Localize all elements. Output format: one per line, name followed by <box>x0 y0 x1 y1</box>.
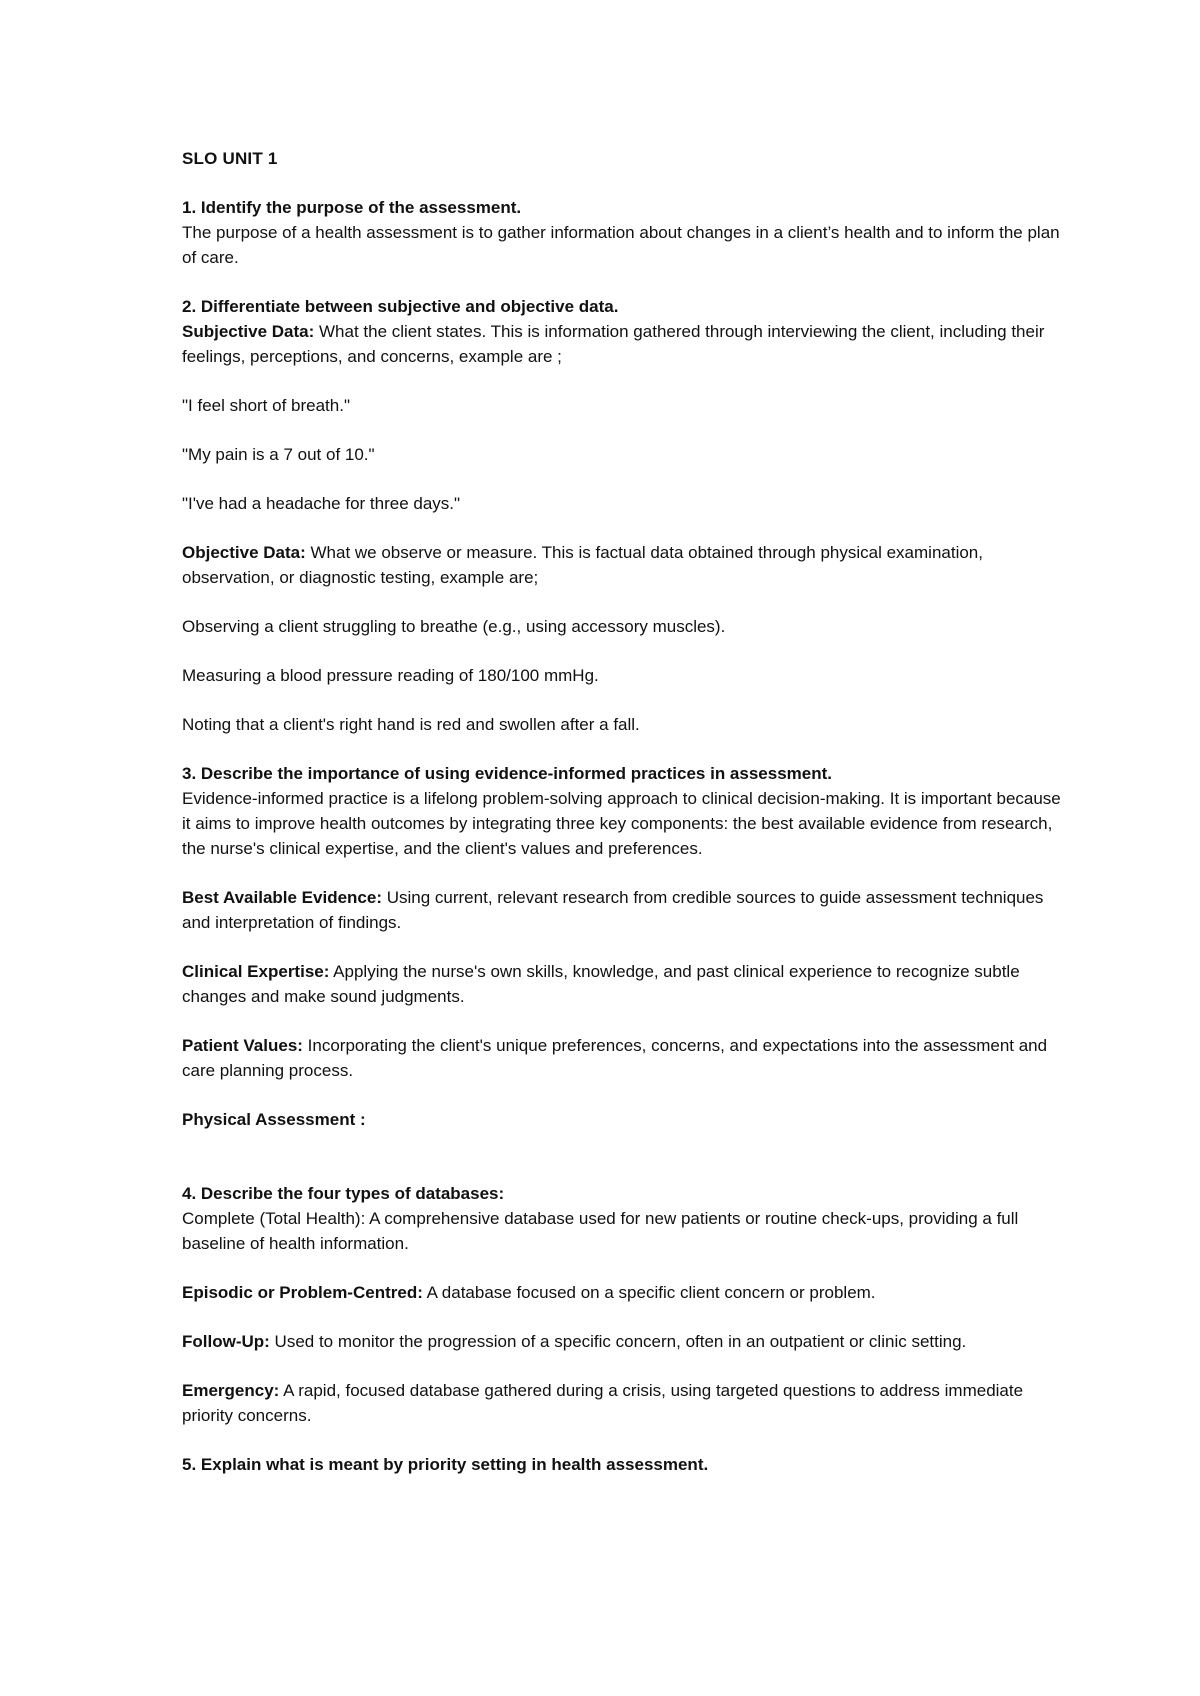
objective-data-paragraph <box>182 540 1062 590</box>
clinical-expertise-paragraph <box>182 959 1062 1009</box>
best-evidence-label: Best Available Evidence: <box>182 888 382 907</box>
document-page <box>182 146 1066 1477</box>
subjective-example-2: "My pain is a 7 out of 10." <box>182 445 375 464</box>
subjective-data-paragraph <box>182 319 1062 369</box>
clinical-expertise-label: Clinical Expertise: <box>182 962 330 981</box>
best-evidence-text: Using current, relevant research from credible sources to guide assessment techniques and interpretation of findings. <box>182 888 1049 932</box>
episodic-database-paragraph <box>182 1280 1062 1305</box>
document-title: SLO UNIT 1 <box>182 149 278 168</box>
best-evidence-paragraph <box>182 885 1062 935</box>
subjective-data-label: Subjective Data: <box>182 322 315 341</box>
objective-data-text: What we observe or measure. This is factual data obtained through physical examination, observation, or diagnostic testing, example are; <box>182 543 988 587</box>
subjective-example-3: "I've had a headache for three days." <box>182 494 461 513</box>
objective-data-label: Objective Data: <box>182 543 306 562</box>
section-3-heading: 3. Describe the importance of using evidence-informed practices in assessment. <box>182 764 832 783</box>
patient-values-text: Incorporating the client's unique preferences, concerns, and expectations into the assessment and care planning process. <box>182 1036 1052 1080</box>
patient-values-paragraph <box>182 1033 1062 1083</box>
emergency-database-text: A rapid, focused database gathered during a crisis, using targeted questions to address immediate priority concerns. <box>182 1381 1028 1425</box>
objective-example-2: Measuring a blood pressure reading of 180/100 mmHg. <box>182 666 599 685</box>
subjective-data-text: What the client states. This is information gathered through interviewing the client, including their feelings, perceptions, and concerns, example are ; <box>182 322 1050 366</box>
section-3-body: Evidence-informed practice is a lifelong problem-solving approach to clinical decision-making. It is important because it aims to improve health outcomes by integrating three key components: the best available evidence from research, the nurse's clinical expertise, and the client's values and preferences. <box>182 789 1066 858</box>
section-1-heading: 1. Identify the purpose of the assessment. <box>182 198 522 217</box>
subjective-example-1: "I feel short of breath." <box>182 396 350 415</box>
section-4-heading: 4. Describe the four types of databases: <box>182 1184 505 1203</box>
follow-up-database-label: Follow-Up: <box>182 1332 270 1351</box>
physical-assessment-label: Physical Assessment : <box>182 1110 366 1129</box>
follow-up-database-paragraph <box>182 1329 1062 1354</box>
complete-database-paragraph: Complete (Total Health): A comprehensive database used for new patients or routine check-ups, providing a full baseline of health information. <box>182 1209 1024 1253</box>
follow-up-database-text: Used to monitor the progression of a specific concern, often in an outpatient or clinic setting. <box>269 1332 967 1351</box>
emergency-database-paragraph <box>182 1378 1062 1428</box>
emergency-database-label: Emergency: <box>182 1381 280 1400</box>
section-5-heading: 5. Explain what is meant by priority setting in health assessment. <box>182 1455 709 1474</box>
section-1-body: The purpose of a health assessment is to gather information about changes in a client’s health and to inform the plan of care. <box>182 223 1065 267</box>
clinical-expertise-text: Applying the nurse's own skills, knowledge, and past clinical experience to recognize subtle changes and make sound judgments. <box>182 962 1025 1006</box>
objective-example-3: Noting that a client's right hand is red and swollen after a fall. <box>182 715 640 734</box>
section-2-heading: 2. Differentiate between subjective and objective data. <box>182 297 619 316</box>
objective-example-1: Observing a client struggling to breathe (e.g., using accessory muscles). <box>182 617 726 636</box>
patient-values-label: Patient Values: <box>182 1036 303 1055</box>
episodic-database-label: Episodic or Problem-Centred: <box>182 1283 423 1302</box>
episodic-database-text: A database focused on a specific client concern or problem. <box>422 1283 876 1302</box>
